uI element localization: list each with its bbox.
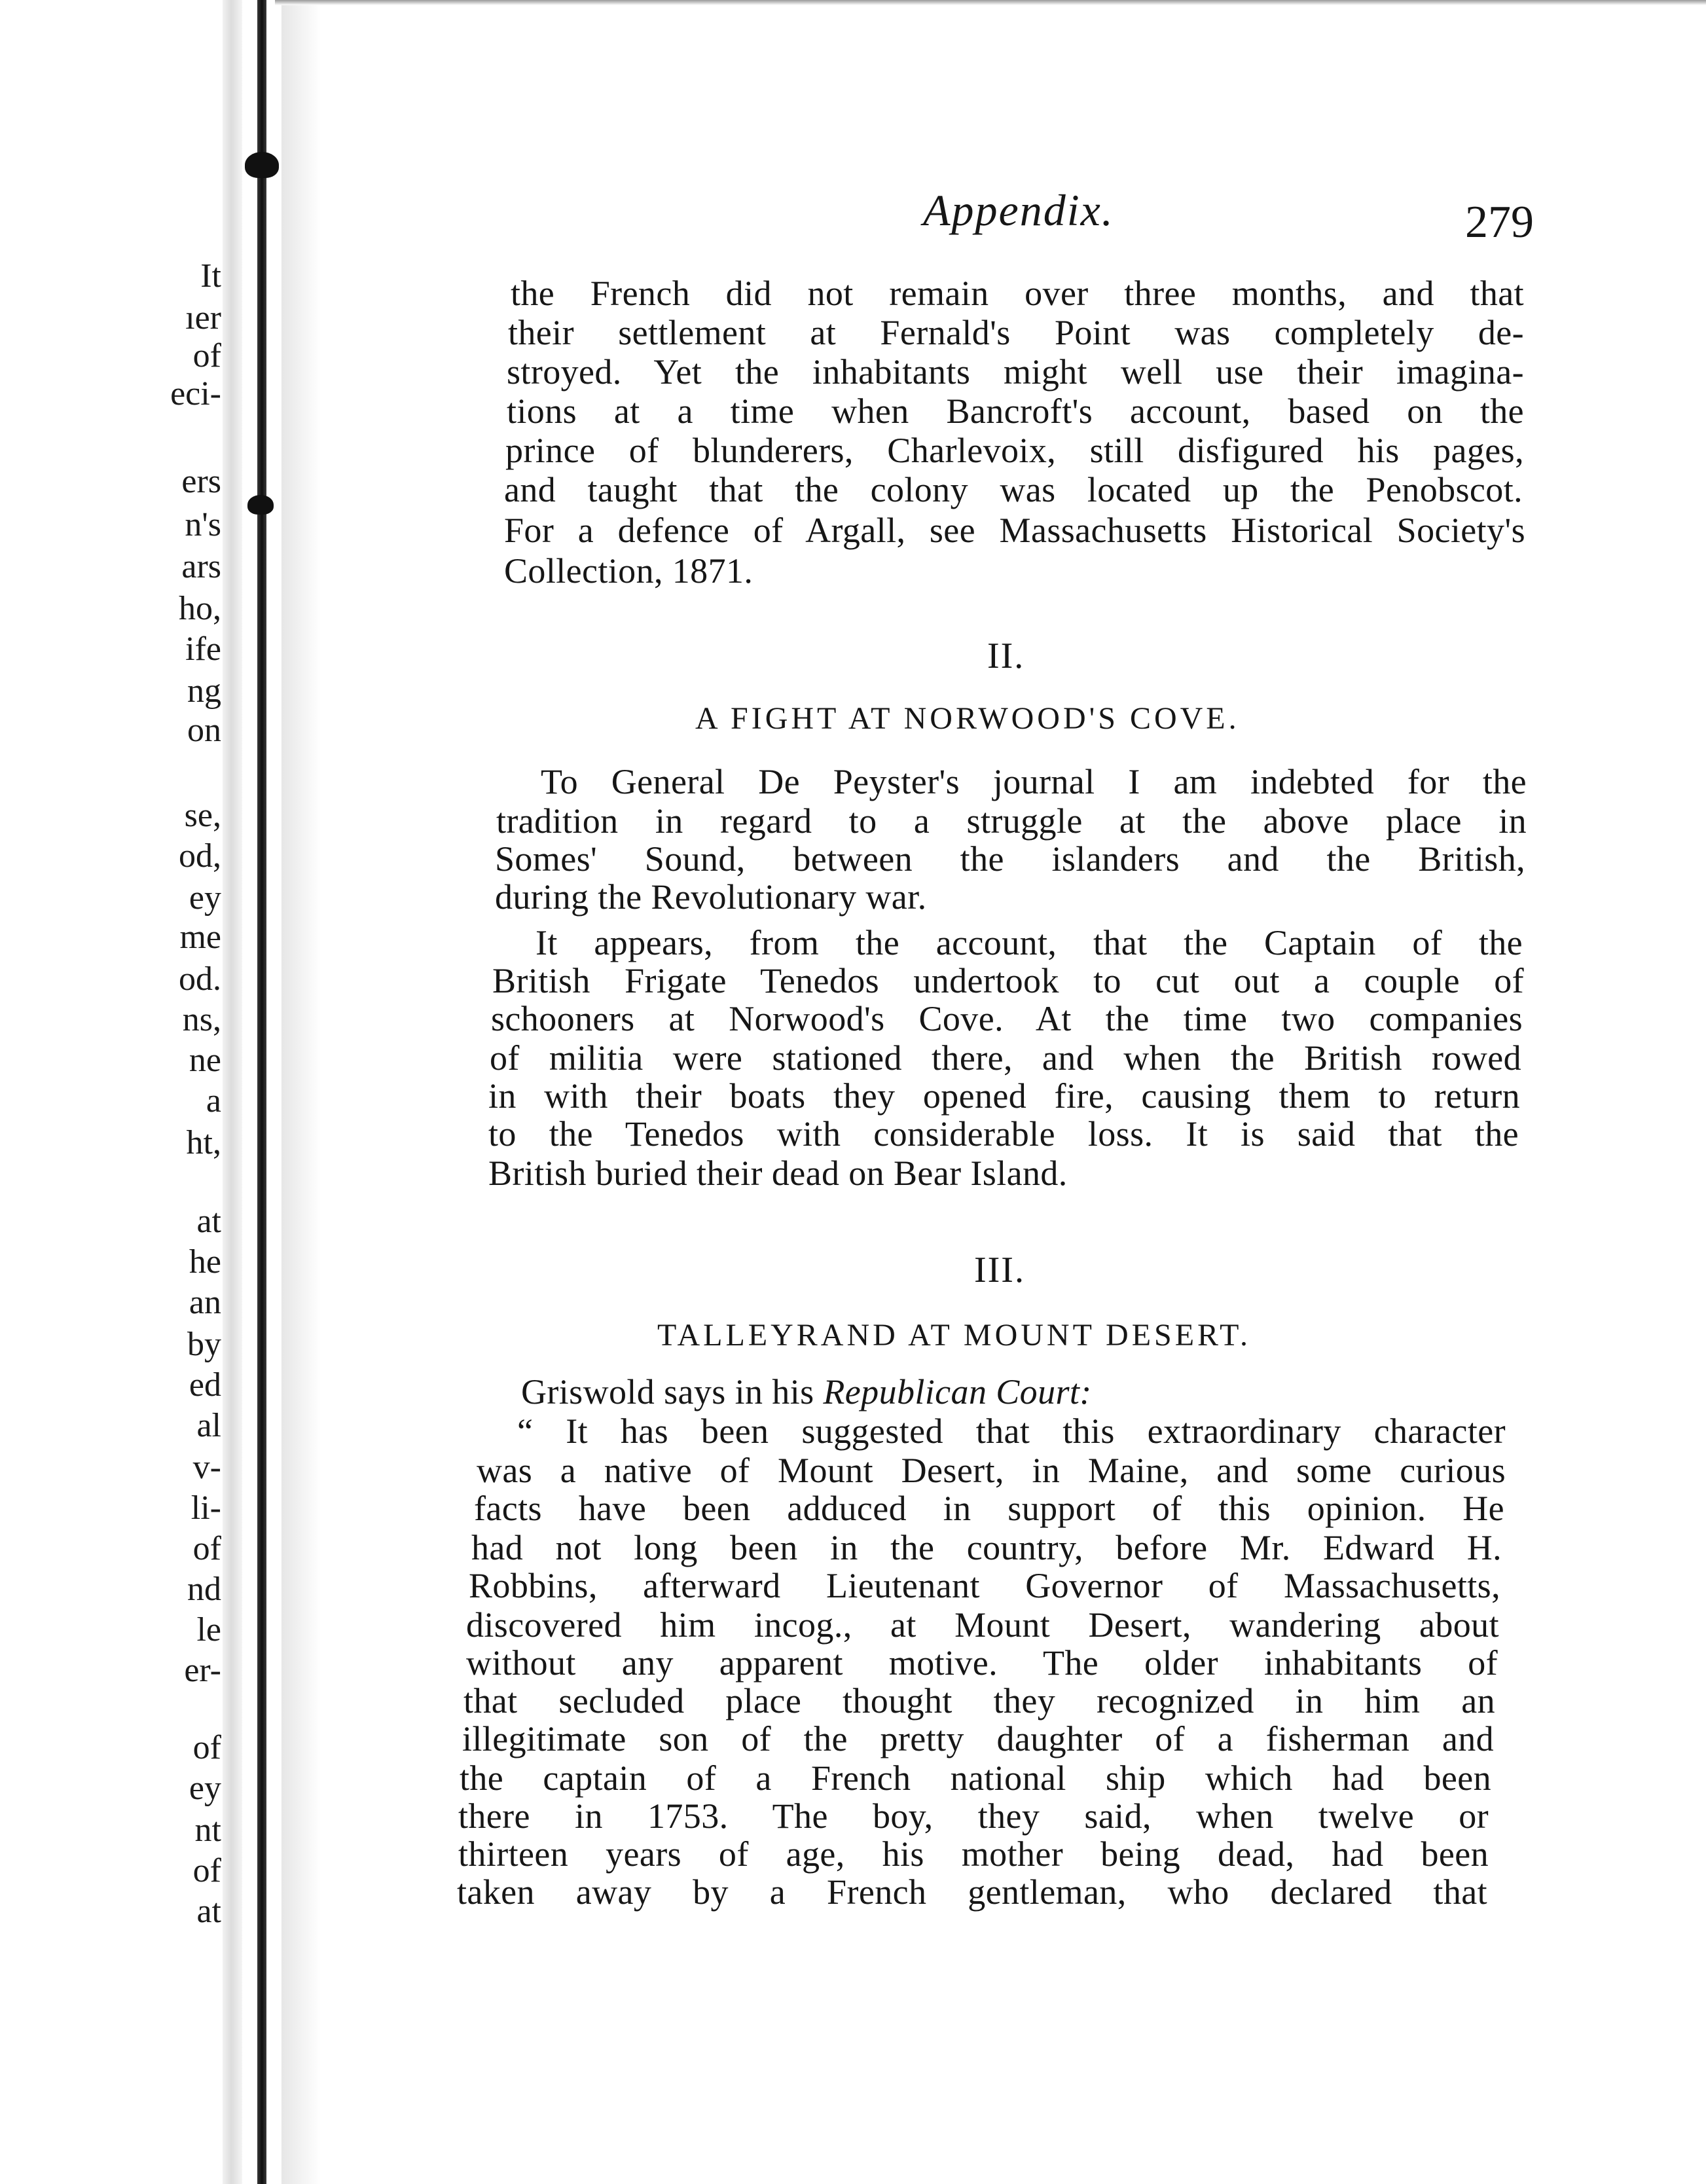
- left-fragment: er-: [184, 1652, 221, 1689]
- left-fragment: ers: [181, 463, 221, 500]
- left-fragment: ıer: [185, 299, 221, 337]
- left-fragment: at: [196, 1893, 221, 1930]
- left-fragment: on: [187, 712, 221, 749]
- text-line: the captain of a French national ship which had been: [460, 1758, 1491, 1798]
- page-number: 279: [1465, 197, 1534, 247]
- text-line: to the Tenedos with considerable loss. It is said that the: [488, 1114, 1519, 1154]
- text-line: Robbins, afterward Lieutenant Governor of Massachusetts,: [469, 1566, 1500, 1605]
- left-fragment: It: [200, 257, 221, 295]
- text-line: during the Revolutionary war.: [495, 877, 927, 917]
- left-fragment: al: [196, 1407, 221, 1444]
- left-fragment: ars: [181, 548, 221, 585]
- text-line: tradition in regard to a struggle at the above place in: [496, 801, 1527, 841]
- text-line: their settlement at Fernald's Point was completely de-: [508, 313, 1524, 352]
- left-fragment: an: [189, 1284, 221, 1321]
- text-line: in with their boats they opened fire, causing them to return: [488, 1076, 1520, 1116]
- text-line: discovered him incog., at Mount Desert, wandering about: [466, 1605, 1499, 1645]
- left-fragment: me: [179, 919, 221, 956]
- left-fragment: eci-: [170, 375, 221, 412]
- text-line: For a defence of Argall, see Massachusetts Historical Society's: [504, 511, 1525, 550]
- binding-knot: [247, 495, 274, 515]
- left-fragment: ns,: [182, 1001, 221, 1038]
- left-fragment: se,: [184, 797, 221, 834]
- text-line: schooners at Norwood's Cove. At the time two companies: [491, 999, 1523, 1038]
- page-gutter: [223, 0, 242, 2184]
- left-fragment: li-: [191, 1489, 221, 1527]
- intro-text: Griswold says in his: [521, 1372, 824, 1411]
- text-line: thirteen years of age, his mother being dead, had been: [458, 1834, 1489, 1874]
- left-fragment: ey: [189, 1770, 221, 1807]
- left-fragment: at: [196, 1203, 221, 1240]
- left-fragment: ne: [189, 1042, 221, 1079]
- section-title: TALLEYRAND AT MOUNT DESERT.: [657, 1318, 1251, 1353]
- text-line: that secluded place thought they recognized in him an: [463, 1681, 1495, 1720]
- binding-thread: [257, 0, 266, 2184]
- left-fragment: he: [189, 1243, 221, 1281]
- text-line: without any apparent motive. The older inhabitants of: [466, 1643, 1498, 1683]
- left-fragment: of: [192, 1530, 221, 1567]
- section-3-intro: [521, 1372, 1092, 1411]
- text-line: facts have been adduced in support of this opinion. He: [474, 1489, 1504, 1528]
- text-line: tions at a time when Bancroft's account, based on the: [507, 391, 1524, 431]
- left-fragment: le: [196, 1611, 221, 1648]
- left-fragment: ng: [187, 672, 221, 710]
- text-line: To General De Peyster's journal I am indebted for the: [541, 762, 1527, 801]
- text-line: had not long been in the country, before Mr. Edward H.: [471, 1528, 1502, 1567]
- section-number: III.: [974, 1250, 1025, 1290]
- text-line: It appears, from the account, that the Captain of the: [535, 923, 1523, 962]
- spine-shadow: [281, 0, 321, 2184]
- section-title: A FIGHT AT NORWOOD'S COVE.: [695, 701, 1240, 736]
- left-fragment: od,: [179, 837, 221, 875]
- left-fragment: nt: [194, 1811, 221, 1849]
- text-line: “ It has been suggested that this extraordinary character: [517, 1411, 1506, 1451]
- section-number: II.: [987, 636, 1025, 676]
- left-fragment: nd: [187, 1571, 221, 1608]
- text-line: was a native of Mount Desert, in Maine, and some curious: [477, 1451, 1506, 1490]
- left-page-fragment: [0, 0, 230, 2184]
- left-fragment: a: [206, 1082, 221, 1119]
- text-line: British Frigate Tenedos undertook to cut out a couple of: [492, 961, 1524, 1000]
- running-head: Appendix.: [923, 185, 1114, 235]
- left-fragment: of: [192, 337, 221, 374]
- text-line: there in 1753. The boy, they said, when twelve or: [458, 1796, 1489, 1836]
- left-fragment: of: [192, 1729, 221, 1766]
- left-fragment: ey: [189, 879, 221, 917]
- left-fragment: ed: [189, 1366, 221, 1404]
- left-fragment: od.: [179, 960, 221, 998]
- book-title: Republican Court:: [823, 1372, 1092, 1411]
- left-fragment: by: [187, 1326, 221, 1363]
- text-line: taken away by a French gentleman, who declared that: [457, 1872, 1487, 1912]
- left-fragment: n's: [185, 506, 221, 543]
- text-line: Collection, 1871.: [504, 551, 753, 591]
- text-line: stroyed. Yet the inhabitants might well use their imagina-: [507, 352, 1524, 391]
- left-fragment: ife: [185, 630, 221, 668]
- text-line: of militia were stationed there, and when the British rowed: [490, 1038, 1521, 1078]
- left-fragment: v-: [192, 1449, 221, 1486]
- text-line: illegitimate son of the pretty daughter of a fisherman and: [462, 1719, 1494, 1758]
- text-line: the French did not remain over three months, and that: [511, 274, 1524, 313]
- left-fragment: ho,: [179, 590, 221, 627]
- left-fragment: of: [192, 1852, 221, 1889]
- text-line: prince of blunderers, Charlevoix, still disfigured his pages,: [505, 431, 1524, 470]
- text-line: British buried their dead on Bear Island.: [488, 1154, 1068, 1193]
- left-fragment: ht,: [186, 1124, 221, 1161]
- text-line: and taught that the colony was located up the Penobscot.: [504, 470, 1523, 509]
- page-top-edge: [275, 0, 1706, 5]
- text-line: Somes' Sound, between the islanders and the British,: [495, 839, 1525, 879]
- binding-knot: [245, 152, 279, 178]
